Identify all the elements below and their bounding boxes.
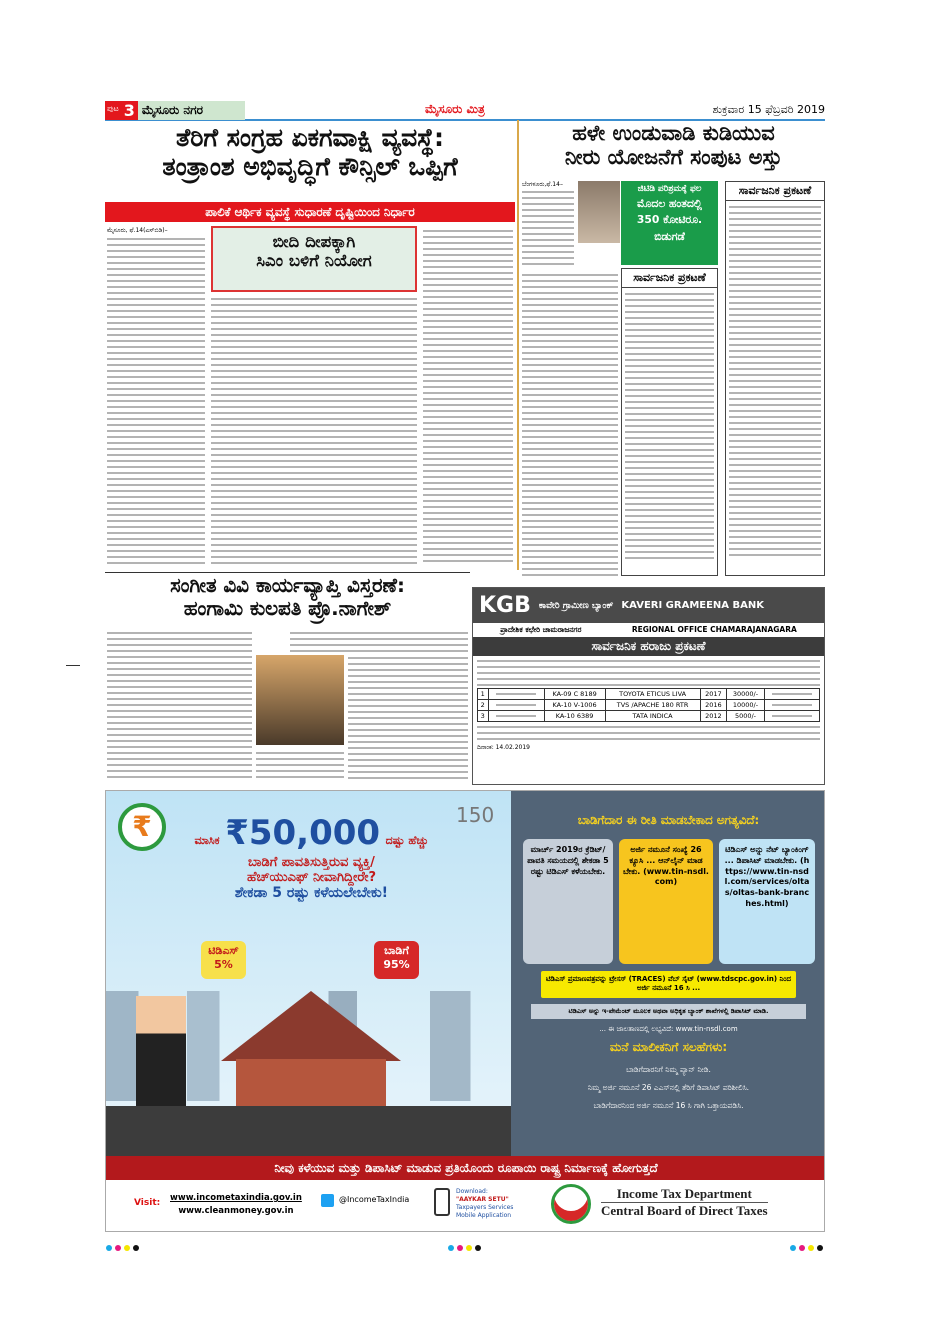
highlight-line: 350 ಕೋಟಿರೂ.: [636, 213, 703, 227]
headline-line: ನೀರು ಯೋಜನೆಗೆ ಸಂಪುಟ ಅಸ್ತು: [564, 145, 783, 170]
cell-text: [488, 689, 544, 700]
owner-tips-title: ಮನೆ ಮಾಲೀಕನಿಗೆ ಸಲಹೆಗಳು:: [609, 1040, 728, 1055]
page-header: [105, 101, 825, 121]
notice-date: ದಿನಾಂಕ: 14.02.2019: [477, 744, 530, 751]
date: ಶುಕ್ರವಾರ 15 ಫೆಬ್ರವರಿ 2019: [712, 103, 825, 116]
story1-subhead: ಪಾಲಿಕೆ ಆರ್ಥಿಕ ವ್ಯವಸ್ಥೆ ಸುಧಾರಣೆ ದೃಷ್ಟಿಯಿಂದ ನಿರ್ಧಾರ: [105, 202, 515, 222]
urls: [170, 1192, 302, 1218]
story4-body: [256, 750, 344, 780]
anniversary-logo: 150: [456, 803, 495, 827]
panel-notes: [525, 971, 812, 1115]
cell-price: 30000/-: [727, 689, 764, 700]
cell-no: 1: [477, 689, 488, 700]
bank-name-en: KAVERI GRAMEENA BANK: [621, 600, 765, 611]
ad-right-panel: [511, 791, 825, 1156]
emblem-icon: [551, 1184, 591, 1224]
cell-reg: KA-10 6389: [544, 711, 605, 722]
story2-headline: ಸಿಎಂ ಬಳಿಗೆ ನಿಯೋಗ: [256, 251, 372, 271]
ad-footer: [106, 1180, 825, 1232]
url-link[interactable]: www.cleanmoney.gov.in: [178, 1206, 294, 1216]
step-card-3: ಟಿಡಿಎಸ್ ಅನ್ನು ನೆಟ್ ಬ್ಯಾಂಕಿಂಗ್ ... ಡಿಪಾಸಿಟ್ ಮಾಡಬೇಕು. (https://www.tin-nsdl.com/services/oltas/oltas-bank-branches.html): [719, 839, 815, 964]
dept-name: Income Tax Department: [601, 1186, 768, 1203]
office-kn: ಪ್ರಾದೇಶಿಕ ಕಛೇರಿ ಚಾಮರಾಜನಗರ: [500, 625, 582, 634]
story2-box: [211, 226, 417, 292]
office-en: REGIONAL OFFICE CHAMARAJANAGARA: [631, 625, 797, 634]
cell-year: 2017: [700, 689, 727, 700]
department: [601, 1186, 768, 1219]
owner-tip: ಬಾಡಿಗೆದಾರನಿಗೆ ನಿಮ್ಮ ಪ್ಯಾನ್ ನೀಡಿ.: [626, 1065, 711, 1075]
traces-note: ಟಿಡಿಎಸ್ ಪ್ರಮಾಣಪತ್ರವನ್ನು ಟ್ರೇಸಸ್ (TRACES) ವೆಬ್ ಸೈಟ್ (www.tdscpc.gov.in) ನಿಂದ ಅರ್ಜಿ ನಮೂನೆ 16 ಸಿ ...: [541, 971, 796, 998]
cell-text: [764, 700, 820, 711]
story3-dateline: ಬೆಂಗಳೂರು,ಫೆ.14–: [522, 181, 563, 188]
road: [106, 1106, 511, 1156]
notice-title: ಸಾರ್ವಜನಿಕ ಹರಾಜು ಪ್ರಕಟಣೆ: [473, 637, 824, 656]
notice-body: [729, 204, 821, 559]
ad-headline: [174, 813, 449, 901]
house-illustration: [236, 1059, 386, 1111]
cell-no: 3: [477, 711, 488, 722]
bank-name-kn: ಕಾವೇರಿ ಗ್ರಾಮೀಣ ಬ್ಯಾಂಕ್: [538, 600, 614, 611]
cell-text: [488, 700, 544, 711]
app-line: "AAYKAR SETU": [456, 1196, 509, 1203]
registration-marks-center: [448, 1236, 484, 1255]
notice-body: [477, 658, 820, 686]
story3-headline: [522, 121, 825, 169]
step-card-2: ಅರ್ಜಿ ನಮೂನೆ ಸಂಖ್ಯೆ 26 ಕ್ಯೂಸಿ ... ಆನ್‌ಲೈನ್ ಮಾಡಬೇಕು. (www.tin-nsdl.com): [619, 839, 713, 964]
crop-mark: [66, 665, 80, 666]
twitter-handle[interactable]: @IncomeTaxIndia: [339, 1195, 410, 1204]
amount-prefix: ಮಾಸಿಕ: [194, 834, 220, 847]
cell-reg: KA-09 C 8189: [544, 689, 605, 700]
income-tax-ad: [105, 790, 825, 1232]
story1-body: [107, 236, 205, 566]
app-line: Taxpayers Services: [456, 1204, 514, 1211]
visit-label: Visit:: [134, 1198, 161, 1208]
cell-year: 2016: [700, 700, 727, 711]
cell-year: 2012: [700, 711, 727, 722]
ad-line: ಹೆಚ್‌ಯುಎಫ್ ನೀವಾಗಿದ್ದೀರೇ?: [246, 870, 377, 885]
story3-body: [522, 189, 574, 269]
tds-tag: ಟಿಡಿಎಸ್ 5%: [201, 941, 246, 979]
section-name: ಮೈಸೂರು ನಗರ: [141, 103, 203, 117]
page-prefix: ಪುಟ: [105, 101, 121, 120]
headline-line: ಹಳೇ ಉಂಡುವಾಡಿ ಕುಡಿಯುವ: [572, 121, 775, 145]
cell-no: 2: [477, 700, 488, 711]
cell-text: [488, 711, 544, 722]
kgb-logo: KGB: [479, 593, 531, 618]
story2-body: [211, 296, 417, 566]
story1-body-col3: [423, 228, 513, 566]
cell-reg: KA-10 V-1006: [544, 700, 605, 711]
panel-title: ಬಾಡಿಗೆದಾರ ಈ ರೀತಿ ಮಾಡಬೇಕಾದ ಅಗತ್ಯವಿದೆ:: [577, 813, 760, 827]
highlight-line: ಜಿಟಿಡಿ ಪರಿಶ್ರಮಕ್ಕೆ ಫಲ: [637, 184, 702, 194]
auction-table: [477, 688, 821, 722]
masthead: ಮೈಸೂರು ಮಿತ್ರ: [425, 102, 485, 116]
story4-body: [348, 655, 468, 780]
headline-line: ತಂತ್ರಾಂಶ ಅಭಿವೃದ್ಧಿಗೆ ಕೌನ್ಸಿಲ್ ಒಪ್ಪಿಗೆ: [162, 151, 458, 181]
story4-body: [290, 630, 468, 652]
amount-suffix: ದಷ್ಟು ಹೆಚ್ಚು: [385, 834, 429, 847]
table-row: [477, 711, 820, 722]
rupee-logo-icon: ₹: [118, 803, 166, 851]
story2-headline: ಬೀದಿ ದೀಪಕ್ಕಾಗಿ: [272, 232, 356, 251]
ad-left-panel: [106, 791, 511, 1156]
cell-price: 10000/-: [727, 700, 764, 711]
rent-tag: ಬಾಡಿಗೆ 95%: [374, 941, 419, 979]
cell-vehicle: TATA INDICA: [605, 711, 700, 722]
ad-banner: ನೀವು ಕಳೆಯುವ ಮತ್ತು ಡಿಪಾಸಿಟ್ ಮಾಡುವ ಪ್ರತಿಯೊಂದು ರೂಪಾಯಿ ರಾಷ್ಟ್ರ ನಿರ್ಮಾಣಕ್ಕೆ ಹೋಗುತ್ತದೆ: [106, 1156, 825, 1180]
deposit-note: ಟಿಡಿಎಸ್ ಅನ್ನು ಇ-ಪೇಮೆಂಟ್ ಮೂಲಕ ಅಥವಾ ಅಧಿಕೃತ ಬ್ಯಾಂಕ್ ಶಾಖೆಗಳಲ್ಲಿ ಡಿಪಾಸಿಟ್ ಮಾಡಿ.: [531, 1004, 806, 1019]
app-line: Download:: [456, 1188, 488, 1195]
notice-title: ಸಾರ್ವಜನಿಕ ಪ್ರಕಟಣೆ: [726, 182, 824, 201]
notice-footer: [477, 724, 820, 742]
person-photo: [256, 655, 344, 745]
headline-line: ಹಂಗಾಮಿ ಕುಲಪತಿ ಪ್ರೊ.ನಾಗೇಶ್: [183, 596, 392, 620]
owner-tips: [525, 1061, 812, 1115]
owner-tip: ನಿಮ್ಮ ಅರ್ಜಿ ನಮೂನೆ 26 ಎಎಸ್‌ನಲ್ಲಿ ತೆರಿಗೆ ಡಿಪಾಸಿಟ್ ಪರಿಶೀಲಿಸಿ.: [587, 1083, 750, 1093]
table-row: [477, 700, 820, 711]
column-divider: [517, 120, 519, 570]
story1-headline: [105, 124, 515, 182]
twitter-icon: [321, 1194, 334, 1207]
public-notice-1: [621, 268, 718, 576]
registration-marks-left: [106, 1236, 142, 1255]
app-line: Mobile Application: [456, 1212, 512, 1219]
headline-line: ತೆರಿಗೆ ಸಂಗ್ರಹ ಏಕಗವಾಕ್ಷಿ ವ್ಯವಸ್ಥೆ:: [175, 123, 445, 152]
phone-icon: [434, 1188, 450, 1216]
ad-line: ಶೇಕಡಾ 5 ರಷ್ಟು ಕಳೆಯಲೇಬೇಕು!: [234, 885, 389, 901]
ad-line: ಬಾಡಿಗೆ ಪಾವತಿಸುತ್ತಿರುವ ವ್ಯಕ್ತಿ/: [248, 855, 375, 870]
app-promo: [456, 1188, 513, 1220]
section-label: [105, 101, 245, 120]
info-note: ... ಈ ಜಾಲತಾಣದಲ್ಲಿ ಲಭ್ಯವಿದೆ: www.tin-nsdl.com: [599, 1024, 738, 1033]
highlight-line: ಮೊದಲ ಹಂತದಲ್ಲಿ: [637, 197, 702, 211]
url-link[interactable]: www.incometaxindia.gov.in: [170, 1193, 302, 1203]
notice-title: ಸಾರ್ವಜನಿಕ ಪ್ರಕಟಣೆ: [622, 269, 717, 288]
cell-vehicle: TOYOTA ETICUS LIVA: [605, 689, 700, 700]
highlight-line: ಬಿಡುಗಡೆ: [654, 229, 685, 243]
registration-marks-right: [790, 1236, 826, 1255]
cell-text: [764, 689, 820, 700]
cell-price: 5000/-: [727, 711, 764, 722]
page-number: 3: [121, 101, 138, 120]
story4-body: [107, 630, 252, 780]
owner-tip: ಬಾಡಿಗೆದಾರನಿಂದ ಅರ್ಜಿ ನಮೂನೆ 16 ಸಿ ಗಾಗಿ ಒತ್ತಾಯಪಡಿಸಿ.: [593, 1101, 744, 1111]
cell-vehicle: TVS /APACHE 180 RTR: [605, 700, 700, 711]
dept-board: Central Board of Direct Taxes: [601, 1203, 768, 1218]
public-notice-2: [725, 181, 825, 576]
person-photo: [578, 181, 620, 243]
amount: ₹50,000: [225, 813, 381, 853]
story3-body-col2: [522, 272, 618, 577]
headline-line: ಸಂಗೀತ ವಿವಿ ಕಾರ್ಯವ್ಯಾಪ್ತಿ ವಿಸ್ತರಣೆ:: [170, 574, 405, 597]
notice-body: [625, 291, 714, 561]
story1-dateline: ಮೈಸೂರು, ಫೆ.14(ಎಸ್‌ಬಿಡಿ)–: [107, 227, 168, 234]
cell-text: [764, 711, 820, 722]
divider: [105, 572, 470, 573]
step-card-1: ಮಾರ್ಚ್ 2019ರ ಕ್ರೆಡಿಟ್/ಪಾವತಿ ಸಮಯದಲ್ಲಿ ಶೇಕಡಾ 5 ರಷ್ಟು ಟಿಡಿಎಸ್ ಕಳೆಯಬೇಕು.: [523, 839, 613, 964]
table-row: [477, 689, 820, 700]
kgb-auction-notice: [472, 587, 825, 785]
story3-highlight: [621, 181, 718, 265]
story4-headline: [105, 575, 470, 621]
